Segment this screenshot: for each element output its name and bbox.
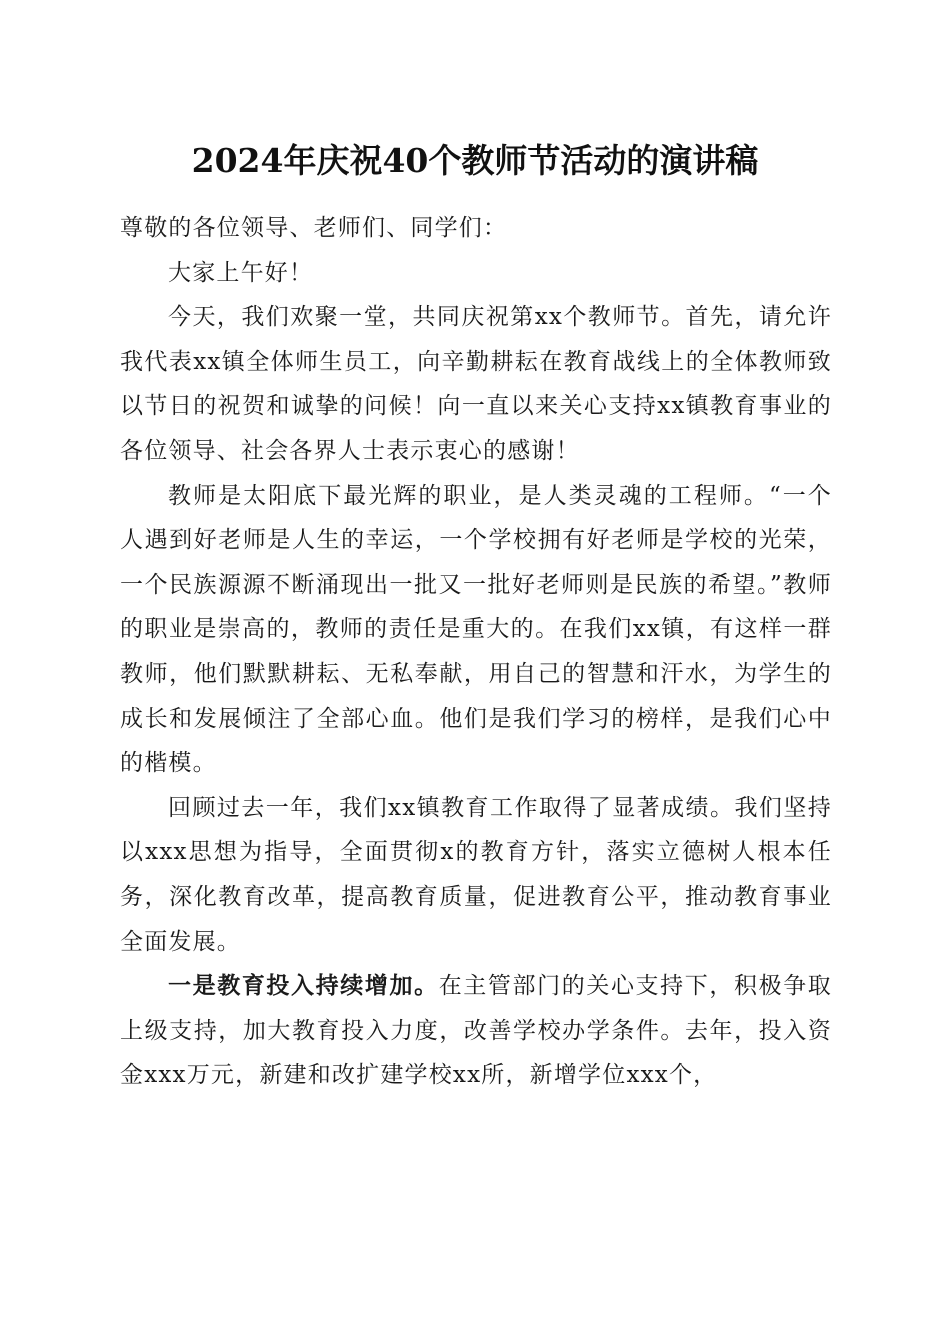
point-one-lead: 一是教育投入持续增加。 (168, 972, 439, 1000)
paragraph-point-one (120, 964, 832, 1098)
point-one-text: 在主管部门的关心支持下，积极争取上级支持，加大教育投入力度，改善学校办学条件。去年，投入资金xxx万元，新建和改扩建学校xx所，新增学位xxx个， (120, 973, 832, 1089)
paragraph-opening: 今天，我们欢聚一堂，共同庆祝第xx个教师节。首先，请允许我代表xx镇全体师生员工，向辛勤耕耘在教育战线上的全体教师致以节日的祝贺和诚挚的问候！向一直以来关心支持xx镇教育事业的各位领导、社会各界人士表示衷心的感谢！ (120, 304, 832, 464)
paragraph-teachers: 教师是太阳底下最光辉的职业，是人类灵魂的工程师。“一个人遇到好老师是人生的幸运，一个学校拥有好老师是学校的光荣，一个民族源源不断涌现出一批又一批好老师则是民族的希望。”教师的职业是崇高的，教师的责任是重大的。在我们xx镇，有这样一群教师，他们默默耕耘、无私奉献，用自己的智慧和汗水，为学生的成长和发展倾注了全部心血。他们是我们学习的榜样，是我们心中的楷模。 (120, 482, 832, 777)
salutation: 尊敬的各位领导、老师们、同学们： (120, 215, 508, 241)
paragraph-review: 回顾过去一年，我们xx镇教育工作取得了显著成绩。我们坚持以xxx思想为指导，全面贯彻x的教育方针，落实立德树人根本任务，深化教育改革，提高教育质量，促进教育公平，推动教育事业全面发展。 (120, 794, 832, 955)
document-body (120, 206, 832, 1098)
document-title: 2024年庆祝40个教师节活动的演讲稿 (191, 141, 759, 180)
greeting: 大家上午好！ (168, 259, 314, 286)
